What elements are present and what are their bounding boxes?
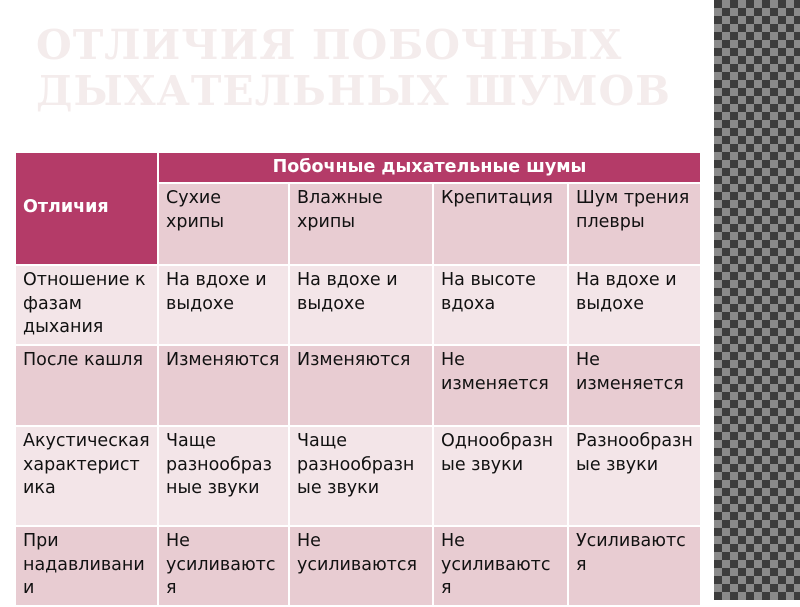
row-label: Акустическая характеристика	[15, 426, 158, 526]
table-row	[15, 426, 701, 526]
table-row	[15, 526, 701, 606]
table-cell: На вдохе и выдохе	[568, 265, 701, 345]
row-label: При надавливании	[15, 526, 158, 606]
comparison-table	[14, 151, 702, 607]
table-cell: Чаще разнообразные звуки	[158, 426, 289, 526]
table-cell: Чаще разнообразные звуки	[289, 426, 433, 526]
table-cell: Не усиливаются	[433, 526, 568, 606]
table-cell: На вдохе и выдохе	[289, 265, 433, 345]
table-cell: Не изменяется	[433, 345, 568, 426]
table-cell: Не усиливаются	[289, 526, 433, 606]
column-header: Влажные хрипы	[289, 183, 433, 265]
table-cell: Однообразные звуки	[433, 426, 568, 526]
row-label: Отношение к фазам дыхания	[15, 265, 158, 345]
table-cell: На высоте вдоха	[433, 265, 568, 345]
slide-title-line-1: ОТЛИЧИЯ ПОБОЧНЫХ	[36, 21, 623, 69]
table-cell: Изменяются	[158, 345, 289, 426]
decorative-pattern-strip	[714, 0, 800, 600]
table-row	[15, 345, 701, 426]
table-cell: Не изменяется	[568, 345, 701, 426]
column-header: Сухие хрипы	[158, 183, 289, 265]
table-header-row	[15, 152, 701, 183]
table-cell: Изменяются	[289, 345, 433, 426]
row-label: После кашля	[15, 345, 158, 426]
column-header: Шум трения плевры	[568, 183, 701, 265]
table-cell: Разнообразные звуки	[568, 426, 701, 526]
table-cell: Не усиливаются	[158, 526, 289, 606]
slide-title-line-2: ДЫХАТЕЛЬНЫХ ШУМОВ	[36, 67, 671, 115]
table-row	[15, 265, 701, 345]
header-differences: Отличия	[15, 152, 158, 265]
table-cell: На вдохе и выдохе	[158, 265, 289, 345]
table-cell: Усиливаются	[568, 526, 701, 606]
header-group: Побочные дыхательные шумы	[158, 152, 701, 183]
column-header: Крепитация	[433, 183, 568, 265]
slide-title	[36, 22, 686, 114]
